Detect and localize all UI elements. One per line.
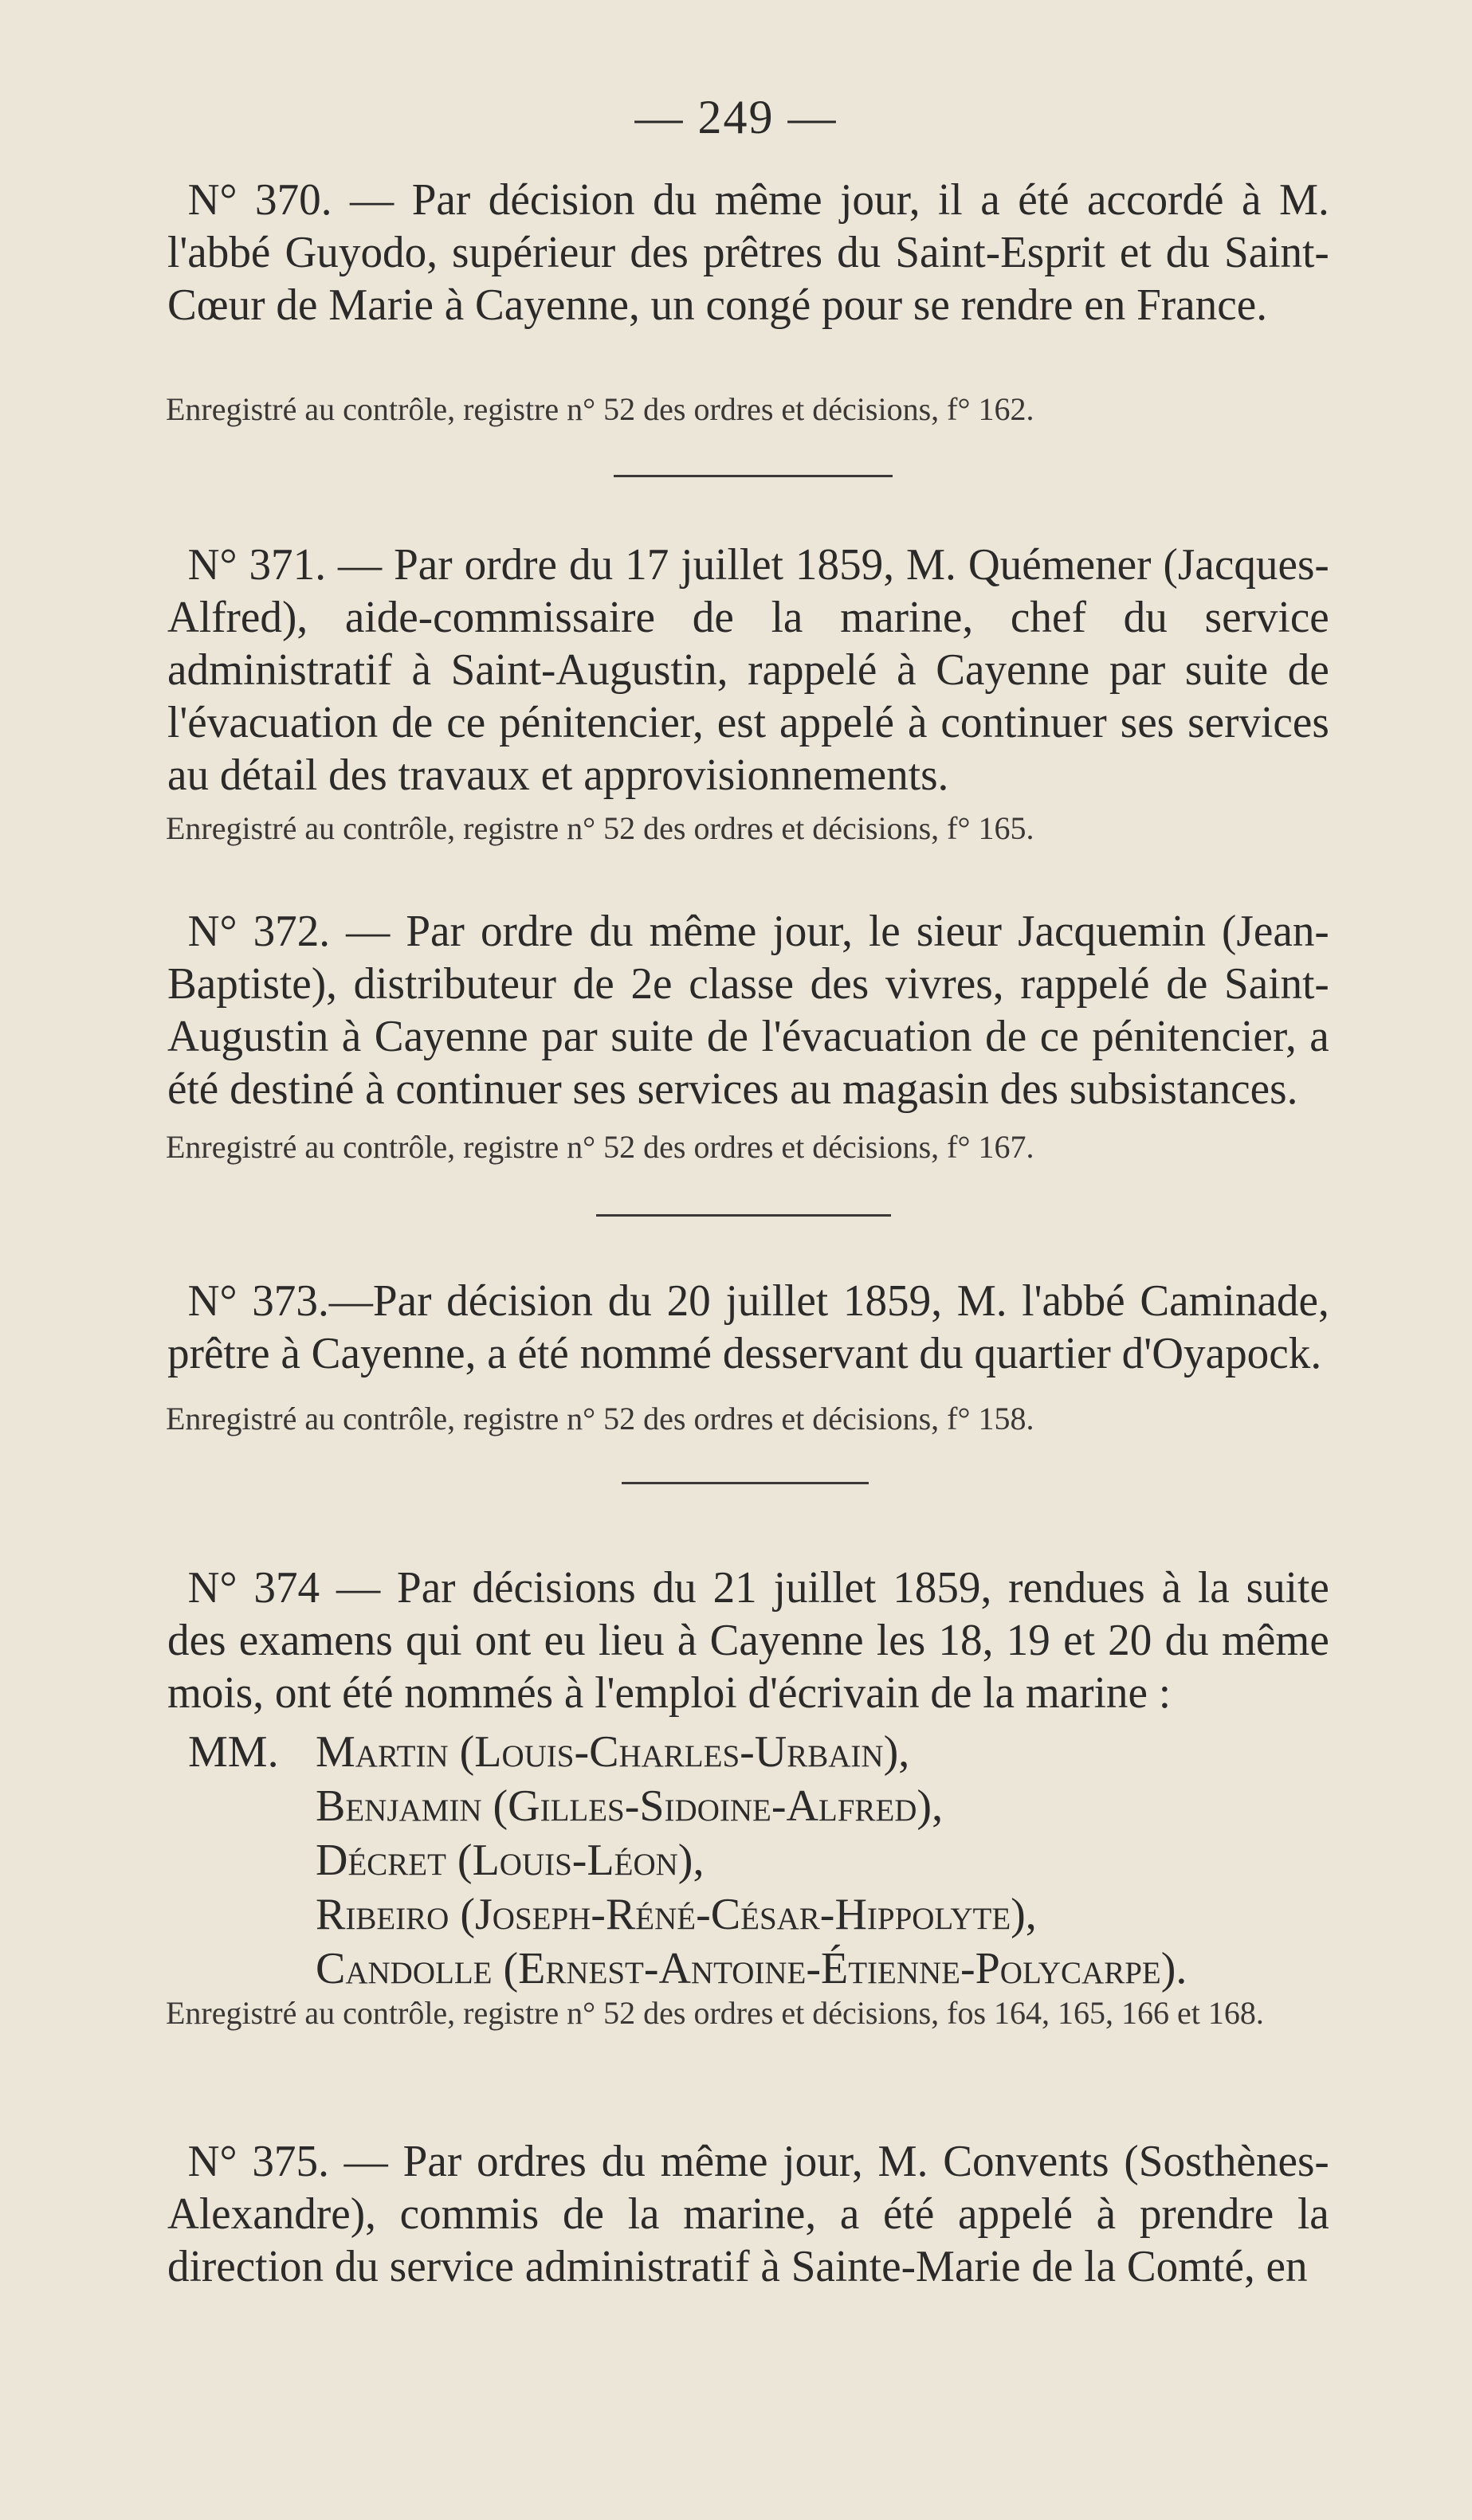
entry-371-text: N° 371. — Par ordre du 17 juillet 1859, M. Quémener (Jacques-Alfred), aide-commissaire de la marine, chef du service administratif à Saint-Augustin, rappelé à Cayenne par suite de l'évacuation de ce pénitencier, est appelé à continuer ses services au détail des travaux et approvisionnements. [167, 540, 1329, 800]
entry-372-register: Enregistré au contrôle, registre n° 52 des ordres et décisions, f° 167. [166, 1129, 1034, 1165]
separator-rule [614, 475, 893, 477]
entry-370-text: N° 370. — Par décision du même jour, il a été accordé à M. l'abbé Guyodo, supérieur des prêtres du Saint-Esprit et du Saint-Cœur de Marie à Cayenne, un congé pour se rendre en France. [167, 175, 1329, 330]
separator-rule [596, 1214, 891, 1217]
names-prefix: MM. [188, 1727, 279, 1777]
entry-373-text: N° 373.—Par décision du 20 juillet 1859, M. l'abbé Caminade, prêtre à Cayenne, a été nommé desservant du quartier d'Oyapock. [167, 1276, 1329, 1378]
page-number: — 249 — [634, 91, 838, 143]
appointee-name: Décret (Louis-Léon), [316, 1836, 705, 1885]
entry-375-text: N° 375. — Par ordres du même jour, M. Convents (Sosthènes-Alexandre), commis de la marine, a été appelé à prendre la direction du service administratif à Sainte-Marie de la Comté, en [167, 2137, 1329, 2291]
entry-374 [167, 1562, 1329, 1719]
appointee-name: Candolle (Ernest-Antoine-Étienne-Polycarpe). [316, 1944, 1187, 1993]
entry-374-register: Enregistré au contrôle, registre n° 52 des ordres et décisions, fos 164, 165, 166 et 168. [166, 1995, 1264, 2031]
entry-371-register: Enregistré au contrôle, registre n° 52 des ordres et décisions, f° 165. [166, 810, 1034, 846]
entry-371 [167, 539, 1329, 801]
appointee-name: Ribeiro (Joseph-Réné-César-Hippolyte), [316, 1890, 1037, 1939]
entry-374-text: N° 374 — Par décisions du 21 juillet 1859, rendues à la suite des examens qui ont eu lieu à Cayenne les 18, 19 et 20 du même mois, ont été nommés à l'emploi d'écrivain de la marine : [167, 1563, 1329, 1718]
entry-373-register: Enregistré au contrôle, registre n° 52 des ordres et décisions, f° 158. [166, 1401, 1034, 1436]
separator-rule [622, 1482, 869, 1484]
entry-375 [167, 2135, 1329, 2293]
appointee-name: Benjamin (Gilles-Sidoine-Alfred), [316, 1781, 944, 1831]
appointee-list [188, 1725, 1320, 1996]
entry-372-text: N° 372. — Par ordre du même jour, le sieur Jacquemin (Jean-Baptiste), distributeur de 2e classe des vivres, rappelé de Saint-Augustin à Cayenne par suite de l'évacuation de ce pénitencier, a été destiné à continuer ses services au magasin des subsistances. [167, 907, 1329, 1114]
entry-370 [167, 174, 1329, 331]
entry-373 [167, 1275, 1329, 1380]
entry-370-register: Enregistré au contrôle, registre n° 52 des ordres et décisions, f° 162. [166, 391, 1034, 427]
entry-372 [167, 905, 1329, 1115]
appointee-name: Martin (Louis-Charles-Urbain), [316, 1727, 910, 1777]
